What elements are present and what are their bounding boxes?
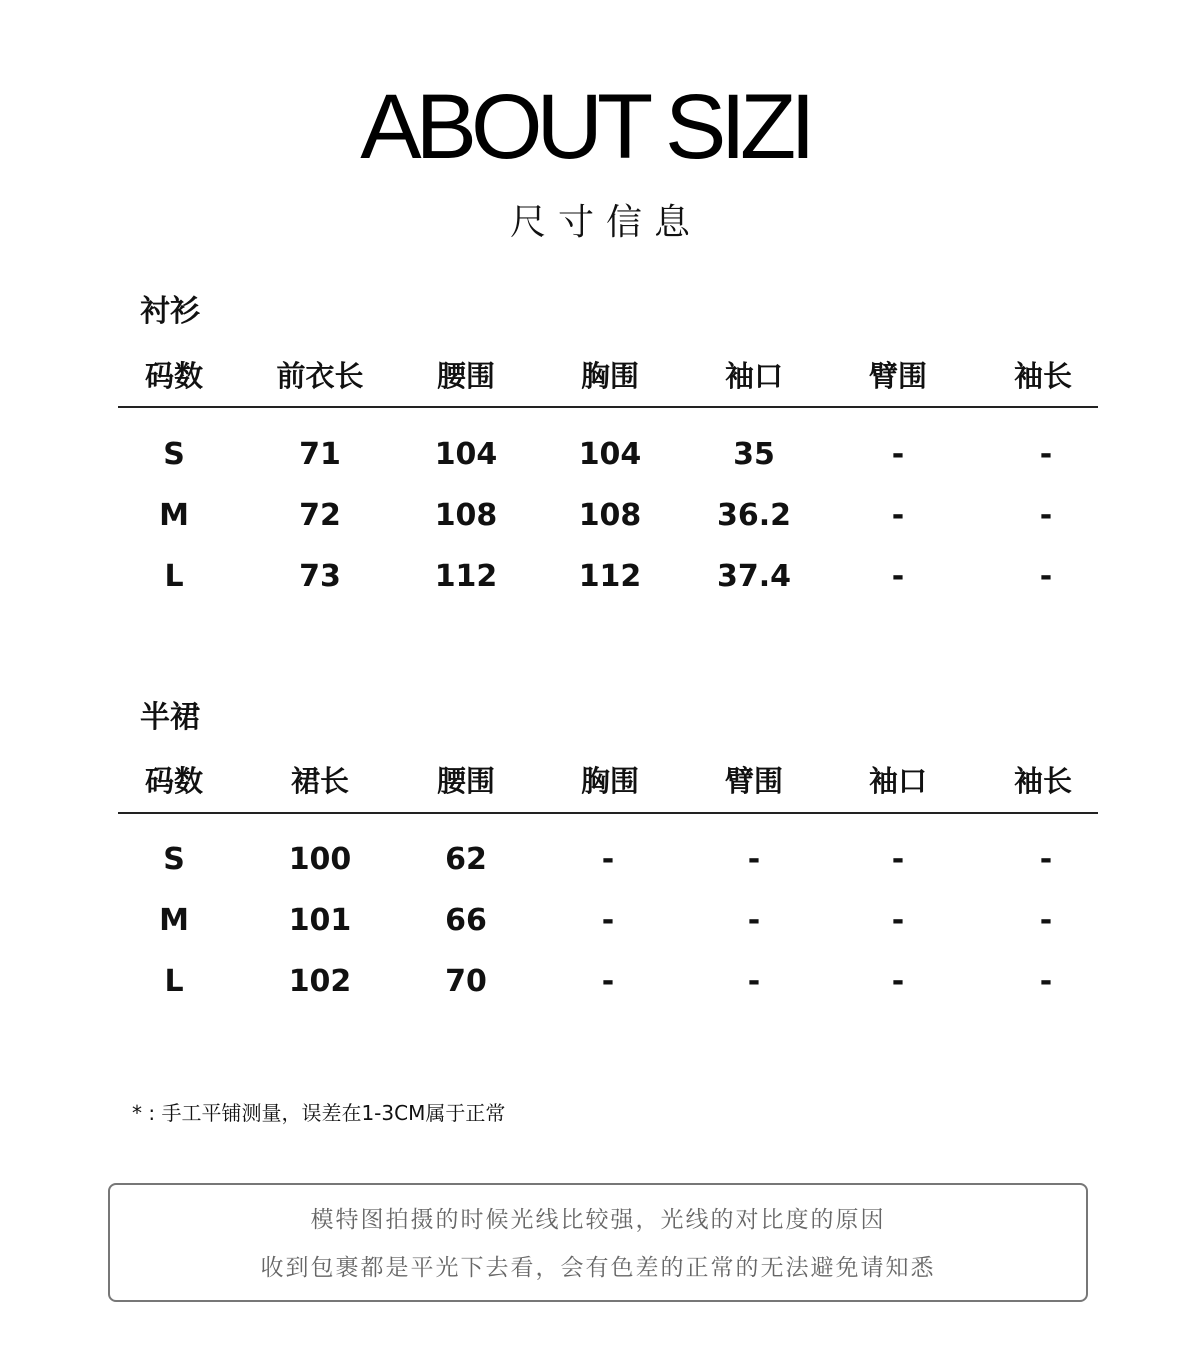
skirt-header-waist: 腰围 bbox=[436, 764, 495, 798]
shirt-header-waist: 腰围 bbox=[436, 359, 495, 393]
skirt-header-skirt-length: 裙长 bbox=[290, 764, 349, 798]
table-cell: L bbox=[164, 964, 184, 999]
table-cell: - bbox=[891, 903, 905, 938]
measurement-note: * : 手工平铺测量，误差在1-3CM属于正常 bbox=[132, 1101, 506, 1125]
table-cell: 70 bbox=[445, 964, 487, 999]
table-row bbox=[0, 435, 1200, 475]
table-cell: - bbox=[891, 559, 905, 594]
skirt-section-title: 半裙 bbox=[140, 700, 200, 735]
table-cell: - bbox=[1039, 437, 1053, 472]
table-cell: 73 bbox=[299, 559, 341, 594]
table-cell: S bbox=[163, 437, 185, 472]
table-cell: 72 bbox=[299, 498, 341, 533]
table-row bbox=[0, 840, 1200, 880]
table-cell: L bbox=[164, 559, 184, 594]
table-cell: 66 bbox=[445, 903, 487, 938]
table-cell: - bbox=[601, 842, 615, 877]
table-cell: 104 bbox=[434, 437, 498, 472]
table-cell: 37.4 bbox=[716, 559, 792, 594]
table-row bbox=[0, 496, 1200, 536]
table-cell: 102 bbox=[288, 964, 352, 999]
table-cell: - bbox=[601, 964, 615, 999]
skirt-header-arm: 臂围 bbox=[724, 764, 783, 798]
table-cell: - bbox=[1039, 498, 1053, 533]
table-cell: - bbox=[747, 964, 761, 999]
table-cell: 112 bbox=[578, 559, 642, 594]
table-row bbox=[0, 962, 1200, 1002]
shirt-header-row bbox=[0, 356, 1200, 396]
table-cell: - bbox=[1039, 964, 1053, 999]
table-cell: - bbox=[1039, 842, 1053, 877]
table-cell: 108 bbox=[434, 498, 498, 533]
table-row bbox=[0, 557, 1200, 597]
table-cell: M bbox=[159, 498, 189, 533]
page-subtitle: 尺寸信息 bbox=[509, 202, 702, 243]
shirt-section-title: 衬衫 bbox=[140, 294, 200, 329]
skirt-header-sleeve-length: 袖长 bbox=[1013, 764, 1072, 798]
table-cell: 108 bbox=[578, 498, 642, 533]
shirt-header-chest: 胸围 bbox=[580, 359, 639, 393]
table-cell: 100 bbox=[288, 842, 352, 877]
table-cell: S bbox=[163, 842, 185, 877]
notice-line-2: 收到包裹都是平光下去看，会有色差的正常的无法避免请知悉 bbox=[260, 1255, 936, 1281]
table-cell: - bbox=[747, 903, 761, 938]
table-cell: - bbox=[747, 842, 761, 877]
table-cell: - bbox=[1039, 559, 1053, 594]
color-notice-box bbox=[108, 1183, 1088, 1302]
shirt-header-divider bbox=[118, 406, 1098, 408]
table-cell: 104 bbox=[578, 437, 642, 472]
skirt-header-size: 码数 bbox=[144, 764, 203, 798]
skirt-header-divider bbox=[118, 812, 1098, 814]
shirt-header-front-length: 前衣长 bbox=[276, 359, 364, 393]
table-cell: - bbox=[891, 842, 905, 877]
skirt-header-chest: 胸围 bbox=[580, 764, 639, 798]
table-cell: 112 bbox=[434, 559, 498, 594]
brand-title: ABOUT SIZI bbox=[360, 76, 810, 178]
shirt-header-size: 码数 bbox=[144, 359, 203, 393]
table-cell: M bbox=[159, 903, 189, 938]
table-cell: 62 bbox=[445, 842, 487, 877]
shirt-header-arm: 臂围 bbox=[868, 359, 927, 393]
table-cell: - bbox=[891, 437, 905, 472]
table-cell: - bbox=[891, 498, 905, 533]
table-cell: 35 bbox=[733, 437, 775, 472]
table-cell: - bbox=[1039, 903, 1053, 938]
table-cell: - bbox=[601, 903, 615, 938]
table-cell: 36.2 bbox=[716, 498, 792, 533]
shirt-header-sleeve-length: 袖长 bbox=[1013, 359, 1072, 393]
notice-line-1: 模特图拍摄的时候光线比较强，光线的对比度的原因 bbox=[310, 1207, 886, 1233]
table-cell: - bbox=[891, 964, 905, 999]
table-row bbox=[0, 901, 1200, 941]
table-cell: 71 bbox=[299, 437, 341, 472]
table-cell: 101 bbox=[288, 903, 352, 938]
skirt-header-cuff: 袖口 bbox=[868, 764, 927, 798]
skirt-header-row bbox=[0, 761, 1200, 801]
shirt-header-cuff: 袖口 bbox=[724, 359, 783, 393]
